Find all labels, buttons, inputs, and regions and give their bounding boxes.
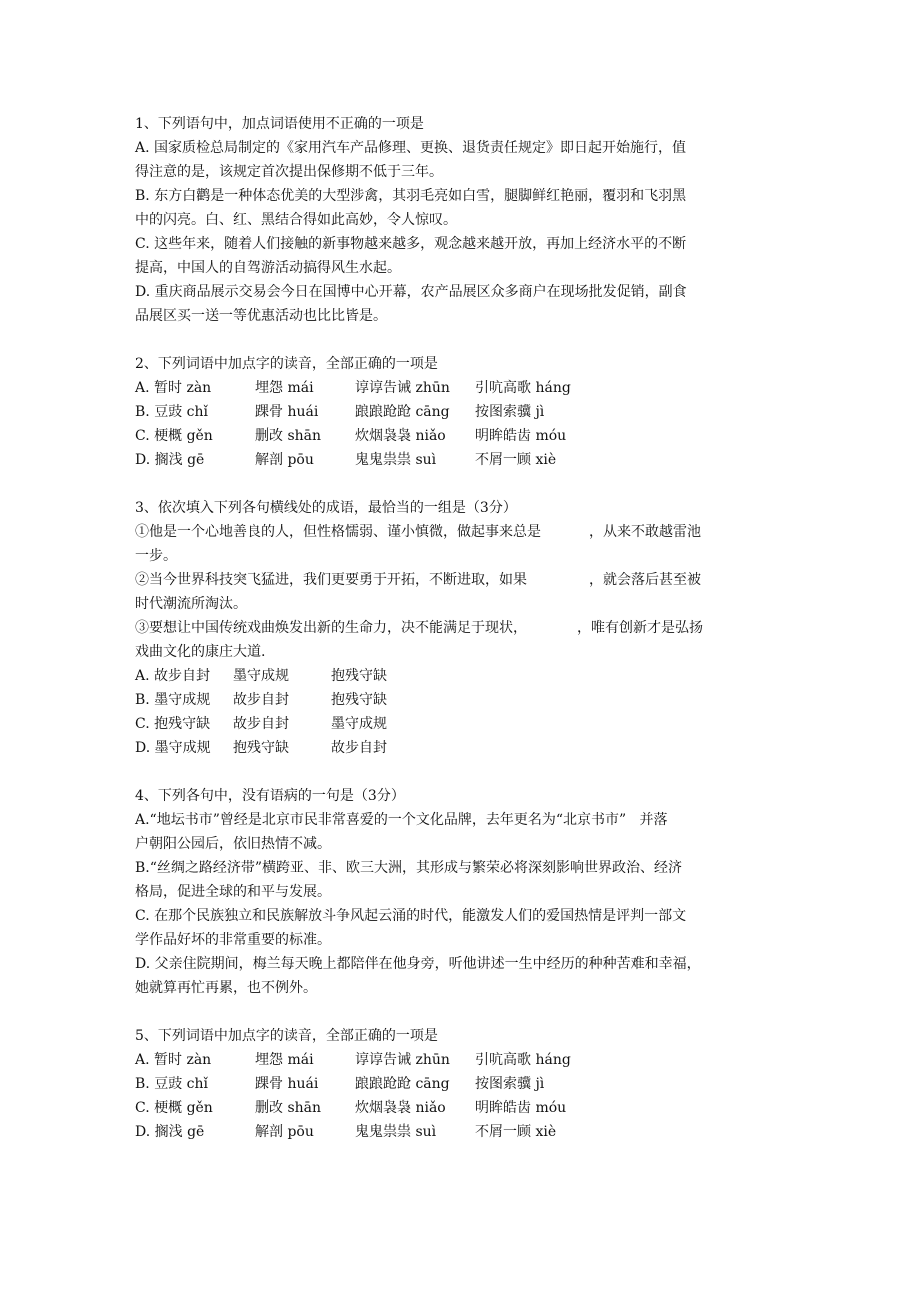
- option-cell: D. 墨守成规: [135, 740, 211, 756]
- sentence-text: ，就会落后甚至被: [589, 572, 701, 588]
- option-cell: 故步自封: [331, 740, 387, 756]
- option-cell: D. 搁浅 gē: [135, 1124, 205, 1140]
- document-page: [135, 112, 795, 1168]
- option-row-b: [135, 688, 795, 712]
- sentence-line: [135, 520, 795, 544]
- option-cell: A. 暂时 zàn: [135, 1052, 212, 1068]
- sentence-text: ，唯有创新才是弘扬: [577, 620, 703, 636]
- option-cell: C. 梗概 gěn: [135, 1100, 213, 1116]
- option-row-d: [135, 736, 795, 760]
- option-row-c: [135, 712, 795, 736]
- question-stem: 2、下列词语中加点字的读音，全部正确的一项是: [135, 356, 438, 372]
- question-2: [135, 352, 795, 472]
- option-cell: 墨守成规: [233, 668, 289, 684]
- option-cell: 故步自封: [233, 716, 289, 732]
- option-cell: 引吭高歌 háng: [475, 380, 571, 396]
- question-3: [135, 496, 795, 760]
- sentence-line: 一步。: [135, 548, 177, 564]
- option-line: 户朝阳公园后，依旧热情不减。: [135, 836, 331, 852]
- option-line: B. 东方白鹳是一种体态优美的大型涉禽，其羽毛亮如白雪，腿脚鲜红艳丽，覆羽和飞羽黑: [135, 188, 687, 204]
- option-line: A.“地坛书市”曾经是北京市民非常喜爱的一个文化品牌，去年更名为“北京书市” 并落: [135, 812, 668, 828]
- option-cell: 引吭高歌 háng: [475, 1052, 571, 1068]
- option-cell: 谆谆告诫 zhūn: [355, 1052, 450, 1068]
- option-line: A. 国家质检总局制定的《家用汽车产品修理、更换、退货责任规定》即日起开始施行，值: [135, 140, 687, 156]
- option-line: 得注意的是，该规定首次提出保修期不低于三年。: [135, 164, 443, 180]
- option-cell: 故步自封: [233, 692, 289, 708]
- option-cell: 鬼鬼祟祟 suì: [355, 452, 437, 468]
- question-5: [135, 1024, 795, 1144]
- option-cell: 墨守成规: [331, 716, 387, 732]
- option-cell: 解剖 pōu: [255, 1124, 314, 1140]
- option-row-b: [135, 400, 795, 424]
- option-line: 提高，中国人的自驾游活动搞得风生水起。: [135, 260, 401, 276]
- sentence-line: 时代潮流所淘汰。: [135, 596, 247, 612]
- question-stem: 1、下列语句中，加点词语使用不正确的一项是: [135, 116, 424, 132]
- option-line: D. 重庆商品展示交易会今日在国博中心开幕，农产品展区众多商户在现场批发促销，副食: [135, 284, 687, 300]
- question-1: [135, 112, 795, 328]
- option-cell: 删改 shān: [255, 1100, 322, 1116]
- option-line: 学作品好坏的非常重要的标准。: [135, 932, 331, 948]
- sentence-text: ①他是一个心地善良的人，但性格懦弱、谨小慎微，做起事来总是: [135, 524, 541, 540]
- sentence-line: [135, 616, 795, 640]
- option-cell: A. 暂时 zàn: [135, 380, 212, 396]
- option-cell: 不屑一顾 xiè: [475, 1124, 557, 1140]
- option-row-c: [135, 424, 795, 448]
- option-line: C. 在那个民族独立和民族解放斗争风起云涌的时代，能激发人们的爱国热情是评判一部文: [135, 908, 687, 924]
- option-cell: 解剖 pōu: [255, 452, 314, 468]
- sentence-text: ，从来不敢越雷池: [589, 524, 701, 540]
- option-cell: 明眸皓齿 móu: [475, 428, 567, 444]
- option-cell: 抱残守缺: [331, 668, 387, 684]
- question-4: [135, 784, 795, 1000]
- option-cell: 鬼鬼祟祟 suì: [355, 1124, 437, 1140]
- option-cell: B. 豆豉 chǐ: [135, 1076, 208, 1092]
- option-line: B.“丝绸之路经济带”横跨亚、非、欧三大洲，其形成与繁荣必将深刻影响世界政治、经济: [135, 860, 683, 876]
- option-cell: 谆谆告诫 zhūn: [355, 380, 450, 396]
- sentence-text: ②当今世界科技突飞猛进，我们更要勇于开拓，不断进取，如果: [135, 572, 527, 588]
- option-cell: 踝骨 huái: [255, 404, 319, 420]
- option-cell: B. 豆豉 chǐ: [135, 404, 208, 420]
- option-cell: 抱残守缺: [233, 740, 289, 756]
- option-cell: 抱残守缺: [331, 692, 387, 708]
- option-cell: 炊烟袅袅 niǎo: [355, 1100, 446, 1116]
- option-row-a: [135, 376, 795, 400]
- option-cell: 踉踉跄跄 cāng: [355, 1076, 450, 1092]
- option-line: D. 父亲住院期间，梅兰每天晚上都陪伴在他身旁，听他讲述一生中经历的种种苦难和幸福，: [135, 956, 701, 972]
- option-cell: 按图索骥 jì: [475, 1076, 545, 1092]
- option-cell: A. 故步自封: [135, 668, 211, 684]
- option-row-b: [135, 1072, 795, 1096]
- option-cell: 删改 shān: [255, 428, 322, 444]
- question-stem: 4、下列各句中，没有语病的一句是（3分）: [135, 788, 405, 804]
- option-cell: 炊烟袅袅 niǎo: [355, 428, 446, 444]
- option-row-a: [135, 664, 795, 688]
- option-line: 格局，促进全球的和平与发展。: [135, 884, 331, 900]
- question-stem: 5、下列词语中加点字的读音，全部正确的一项是: [135, 1028, 438, 1044]
- option-row-d: [135, 1120, 795, 1144]
- sentence-line: 戏曲文化的康庄大道.: [135, 644, 266, 660]
- option-cell: 明眸皓齿 móu: [475, 1100, 567, 1116]
- option-row-a: [135, 1048, 795, 1072]
- option-cell: 不屑一顾 xiè: [475, 452, 557, 468]
- option-cell: C. 梗概 gěn: [135, 428, 213, 444]
- question-stem: 3、依次填入下列各句横线处的成语，最恰当的一组是（3分）: [135, 500, 517, 516]
- option-row-d: [135, 448, 795, 472]
- option-cell: 埋怨 mái: [255, 1052, 314, 1068]
- option-cell: C. 抱残守缺: [135, 716, 211, 732]
- option-line: 品展区买一送一等优惠活动也比比皆是。: [135, 308, 387, 324]
- option-cell: 踉踉跄跄 cāng: [355, 404, 450, 420]
- sentence-line: [135, 568, 795, 592]
- option-line: 中的闪亮。白、红、黑结合得如此高妙，令人惊叹。: [135, 212, 457, 228]
- option-line: C. 这些年来，随着人们接触的新事物越来越多，观念越来越开放，再加上经济水平的不断: [135, 236, 687, 252]
- sentence-text: ③要想让中国传统戏曲焕发出新的生命力，决不能满足于现状，: [135, 620, 527, 636]
- option-cell: 按图索骥 jì: [475, 404, 545, 420]
- option-line: 她就算再忙再累，也不例外。: [135, 980, 317, 996]
- option-cell: 埋怨 mái: [255, 380, 314, 396]
- option-cell: B. 墨守成规: [135, 692, 211, 708]
- option-cell: D. 搁浅 gē: [135, 452, 205, 468]
- option-row-c: [135, 1096, 795, 1120]
- option-cell: 踝骨 huái: [255, 1076, 319, 1092]
